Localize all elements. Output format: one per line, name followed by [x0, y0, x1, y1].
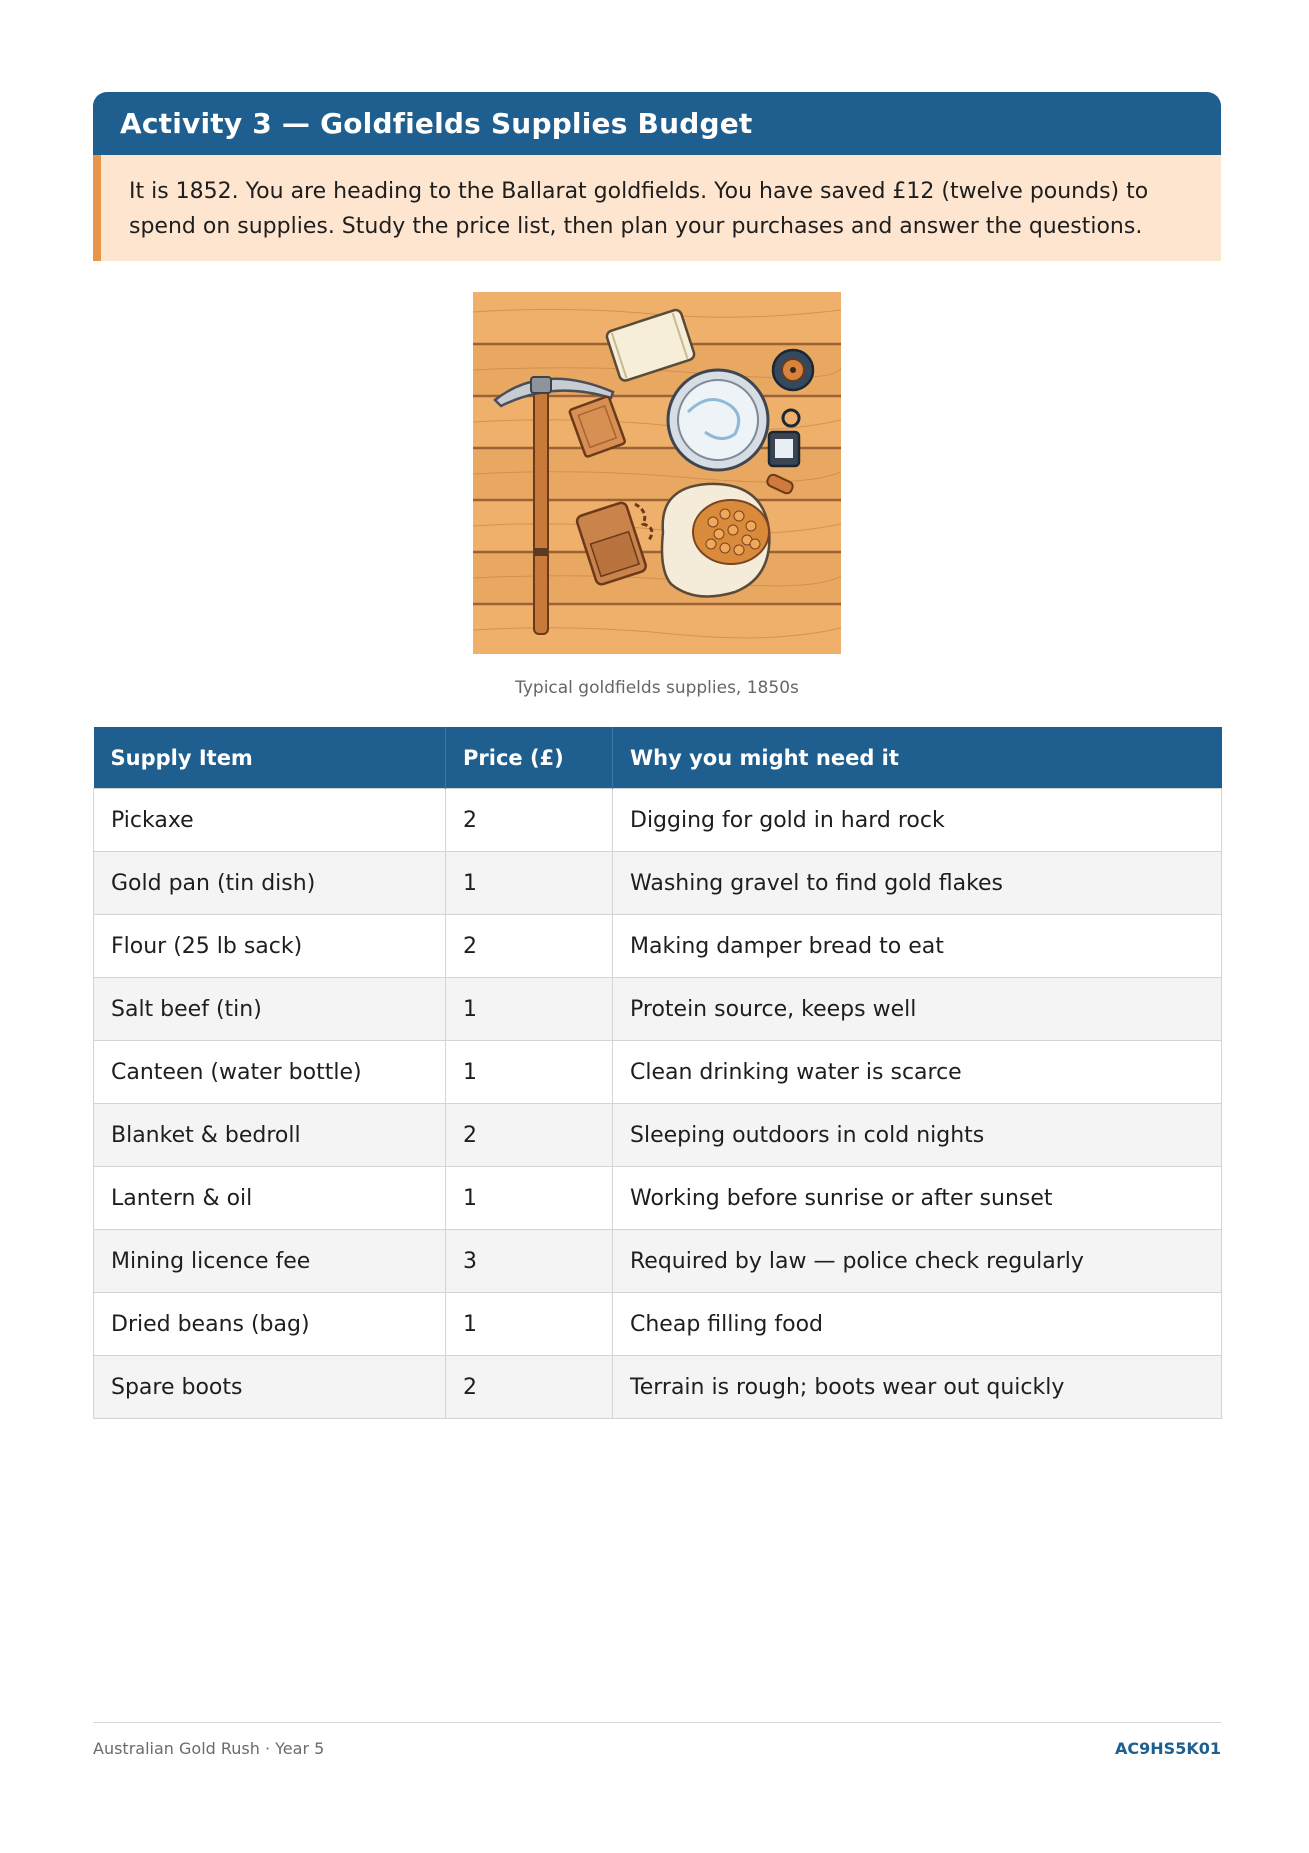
- supplies-figure: [93, 292, 1221, 698]
- table-row: [94, 915, 1222, 978]
- item-cell: Gold pan (tin dish): [94, 852, 446, 915]
- reason-cell: Sleeping outdoors in cold nights: [613, 1104, 1222, 1167]
- footer-unit-title: Australian Gold Rush · Year 5: [93, 1739, 325, 1758]
- supplies-illustration: [473, 292, 841, 654]
- price-cell: 1: [446, 1293, 613, 1356]
- item-cell: Flour (25 lb sack): [94, 915, 446, 978]
- item-cell: Mining licence fee: [94, 1230, 446, 1293]
- table-row: [94, 1293, 1222, 1356]
- bag-of-beans-icon: [662, 484, 769, 597]
- table-row: [94, 1104, 1222, 1167]
- item-cell: Dried beans (bag): [94, 1293, 446, 1356]
- reason-cell: Washing gravel to find gold flakes: [613, 852, 1222, 915]
- header-supply-item: Supply Item: [94, 727, 446, 789]
- item-cell: Lantern & oil: [94, 1167, 446, 1230]
- reason-cell: Cheap filling food: [613, 1293, 1222, 1356]
- table-row: [94, 1230, 1222, 1293]
- price-cell: 2: [446, 915, 613, 978]
- header-price: Price (£): [446, 727, 613, 789]
- header-reason: Why you might need it: [613, 727, 1222, 789]
- price-cell: 1: [446, 978, 613, 1041]
- table-row: [94, 1356, 1222, 1419]
- gold-pan-icon: [668, 370, 768, 470]
- table-row: [94, 978, 1222, 1041]
- curriculum-code: AC9HS5K01: [1115, 1739, 1221, 1758]
- reason-cell: Clean drinking water is scarce: [613, 1041, 1222, 1104]
- price-cell: 1: [446, 1041, 613, 1104]
- worksheet-page: [93, 92, 1221, 1419]
- reason-cell: Digging for gold in hard rock: [613, 789, 1222, 852]
- canteen-icon: [773, 350, 813, 390]
- table-row: [94, 1167, 1222, 1230]
- table-header-row: [94, 727, 1222, 789]
- activity-title: Activity 3 — Goldfields Supplies Budget: [93, 92, 1221, 155]
- figure-caption: Typical goldfields supplies, 1850s: [515, 678, 799, 698]
- reason-cell: Terrain is rough; boots wear out quickly: [613, 1356, 1222, 1419]
- page-footer: [93, 1722, 1221, 1758]
- item-cell: Canteen (water bottle): [94, 1041, 446, 1104]
- table-row: [94, 852, 1222, 915]
- price-cell: 1: [446, 852, 613, 915]
- price-cell: 1: [446, 1167, 613, 1230]
- reason-cell: Protein source, keeps well: [613, 978, 1222, 1041]
- item-cell: Spare boots: [94, 1356, 446, 1419]
- intro-text: It is 1852. You are heading to the Ballarat goldfields. You have saved £12 (twelve pounds) to spend on supplies. Study the price list, then plan your purchases and answer the questions.: [93, 155, 1221, 261]
- reason-cell: Required by law — police check regularly: [613, 1230, 1222, 1293]
- item-cell: Blanket & bedroll: [94, 1104, 446, 1167]
- price-cell: 2: [446, 789, 613, 852]
- reason-cell: Working before sunrise or after sunset: [613, 1167, 1222, 1230]
- table-row: [94, 789, 1222, 852]
- table-row: [94, 1041, 1222, 1104]
- price-cell: 2: [446, 1356, 613, 1419]
- reason-cell: Making damper bread to eat: [613, 915, 1222, 978]
- price-cell: 3: [446, 1230, 613, 1293]
- supplies-price-table: [93, 727, 1222, 1419]
- price-cell: 2: [446, 1104, 613, 1167]
- item-cell: Pickaxe: [94, 789, 446, 852]
- item-cell: Salt beef (tin): [94, 978, 446, 1041]
